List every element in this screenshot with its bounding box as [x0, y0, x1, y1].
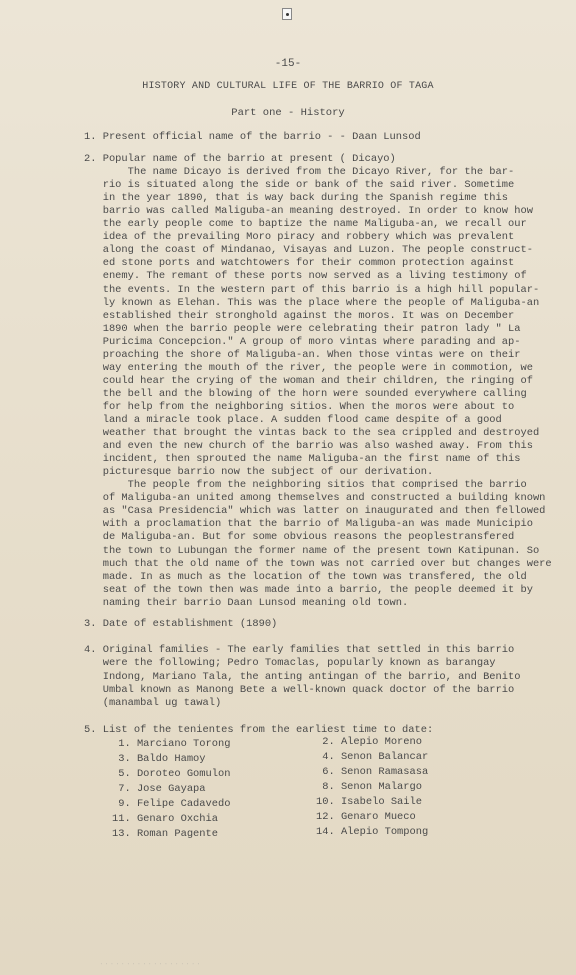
- text-line: in the year 1890, that is way back during the Spanish regime this: [84, 192, 509, 205]
- page-number: -15-: [274, 58, 302, 70]
- text-line: of Maliguba-an united among themselves and constructed a building known: [84, 492, 546, 505]
- text-line: barrio was called Maliguba-an meaning destroyed. In order to know how: [84, 205, 533, 218]
- text-line: Umbal known as Manong Bete a well-known quack doctor of the barrio: [84, 683, 515, 696]
- text-line: and even the new church of the barrio was also washed away. From this: [84, 440, 533, 453]
- text-line: rio is situated along the side or bank of the said river. Sometime: [84, 179, 515, 192]
- text-line: The people from the neighboring sitios that comprised the barrio: [84, 479, 527, 492]
- list-item: 2. Alepio Moreno: [316, 736, 423, 748]
- text-line: (manambal ug tawal): [84, 697, 222, 710]
- text-line: were the following; Pedro Tomaclas, popularly known as barangay: [84, 657, 496, 670]
- text-line: weather that brought the vintas back to the sea crippled and destroyed: [84, 427, 540, 440]
- text-line: picturesque barrio now the subject of our derivation.: [84, 466, 434, 479]
- text-line: idea of the prevailing Moro piracy and robbery which was prevalent: [84, 231, 515, 244]
- text-line: made. In as much as the location of the town was transfered, the old: [84, 570, 527, 583]
- list-item: 12. Genaro Mueco: [316, 811, 416, 823]
- list-item: 7. Jose Gayapa: [112, 783, 206, 795]
- item-5-header: 5. List of the tenientes from the earliest time to date:: [84, 724, 434, 736]
- tenientes-right-column: [316, 735, 428, 840]
- list-item: 10. Isabelo Saile: [316, 796, 423, 808]
- text-line: 2. Popular name of the barrio at present ( Dicayo): [84, 153, 396, 165]
- text-line: Indong, Mariano Tala, the anting antingan of the barrio, and Benito: [84, 670, 521, 683]
- item-1: 1. Present official name of the barrio - - Daan Lunsod: [84, 131, 421, 143]
- text-line: ed stone ports and watchtowers for their common protection against: [84, 257, 515, 270]
- text-line: the early people come to baptize the name Maliguba-an, we recall our: [84, 218, 527, 231]
- text-line: the bell and the blowing of the horn were sounded everywhere calling: [84, 387, 527, 400]
- text-line: Puricima Concepcion." A group of moro vintas where parading and ap-: [84, 335, 521, 348]
- list-item: 8. Senon Malargo: [316, 781, 423, 793]
- text-line: 1890 when the barrio people were celebrating their patron lady " La: [84, 322, 521, 335]
- text-line: 4. Original families - The early families that settled in this barrio: [84, 644, 515, 656]
- text-line: ly known as Elehan. This was the place where the people of Maliguba-an: [84, 296, 540, 309]
- text-line: much that the old name of the town was not carried over but changes were: [84, 557, 552, 570]
- text-line: established their stronghold against the moros. It was on December: [84, 309, 515, 322]
- list-item: 5. Doroteo Gomulon: [112, 768, 231, 780]
- list-item: 11. Genaro Oxchia: [112, 813, 219, 825]
- footer-microtext: · · · · · · · · · · · · · · · · · · ·: [100, 963, 200, 967]
- text-line: de Maliguba-an. But for some obvious reasons the peoplestransfered: [84, 531, 515, 544]
- list-item: 9. Felipe Cadavedo: [112, 798, 231, 810]
- text-line: the events. In the western part of this barrio is a high hill popular-: [84, 283, 540, 296]
- list-item: 6. Senon Ramasasa: [316, 766, 429, 778]
- text-line: could hear the crying of the woman and their children, the ringing of: [84, 374, 533, 387]
- text-line: way entering the mouth of the river, the people were in commotion, we: [84, 361, 533, 374]
- text-line: seat of the town then was made into a barrio, the people deemed it by: [84, 583, 533, 596]
- list-item: 14. Alepio Tompong: [316, 826, 429, 838]
- tenientes-left-column: [112, 737, 230, 842]
- scan-marker-icon: [282, 8, 292, 20]
- text-line: for help from the neighboring sitios. When the moros were about to: [84, 400, 515, 413]
- list-item: 4. Senon Balancar: [316, 751, 429, 763]
- document-title: HISTORY AND CULTURAL LIFE OF THE BARRIO OF TAGA: [142, 81, 434, 92]
- text-line: the town to Lubungan the former name of the present town Katipunan. So: [84, 544, 540, 557]
- list-item: 3. Baldo Hamoy: [112, 753, 206, 765]
- text-line: with a proclamation that the barrio of Maliguba-an was made Municipio: [84, 518, 533, 531]
- list-item: 1. Marciano Torong: [112, 738, 231, 750]
- section-subtitle: Part one - History: [231, 107, 345, 119]
- text-line: The name Dicayo is derived from the Dicayo River, for the bar-: [84, 166, 515, 179]
- list-item: 13. Roman Pagente: [112, 828, 219, 840]
- text-line: enemy. The remant of these ports now served as a living testimony of: [84, 270, 527, 283]
- text-line: along the coast of Mindanao, Visayas and Luzon. The people construct-: [84, 244, 533, 257]
- item-3: 3. Date of establishment (1890): [84, 618, 278, 630]
- text-line: as "Casa Presidencia" which was latter on inaugurated and then fellowed: [84, 505, 546, 518]
- text-line: land a miracle took place. A sudden flood came despite of a good: [84, 414, 502, 426]
- text-line: naming their barrio Daan Lunsod meaning old town.: [84, 596, 409, 609]
- text-line: proaching the shore of Maliguba-an. When those vintas were on their: [84, 348, 521, 361]
- text-line: incident, then sprouted the name Maliguba-an the first name of this: [84, 453, 521, 466]
